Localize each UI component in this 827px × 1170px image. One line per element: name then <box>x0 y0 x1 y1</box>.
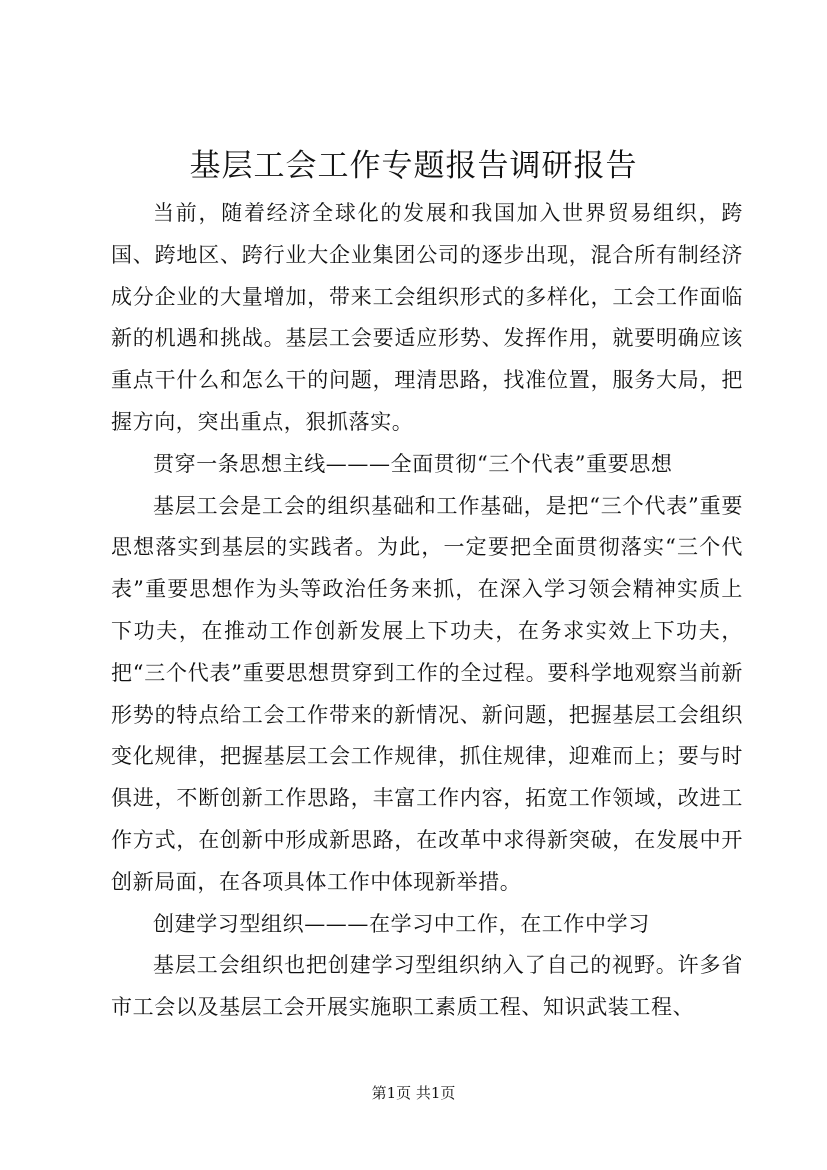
section-heading-ideology: 贯穿一条思想主线———全面贯彻“三个代表”重要思想 <box>153 451 673 476</box>
paragraph-ideology: 基层工会是工会的组织基础和工作基础，是把“三个代表”重要思想落实到基层的实践者。为此，一定要把全面贯彻落实“三个代表”重要思想作为头等政治任务来抓，在深入学习领会精神实质上下功夫，在推动工作创新发展上下功夫，在务求实效上下功夫，把“三个代表”重要思想贯穿到工作的全过程。要科学地观察当前新形势的特点给工会工作带来的新情况、新问题，把握基层工会组织变化规律，把握基层工会工作规律，抓住规律，迎难而上；要与时俱进，不断创新工作思路，丰富工作内容，拓宽工作领域，改进工作方式，在创新中形成新思路，在改革中求得新突破，在发展中开创新局面，在各项具体工作中体现新举措。 <box>111 493 743 894</box>
section-heading-learning: 创建学习型组织———在学习中工作，在工作中学习 <box>153 911 650 936</box>
paragraph-intro: 当前，随着经济全球化的发展和我国加入世界贸易组织，跨国、跨地区、跨行业大企业集团公司的逐步出现，混合所有制经济成分企业的大量增加，带来工会组织形式的多样化，工会工作面临新的机遇和挑战。基层工会要适应形势、发挥作用，就要明确应该重点干什么和怎么干的问题，理清思路，找准位置，服务大局，把握方向，突出重点，狠抓落实。 <box>111 201 743 434</box>
document-title: 基层工会工作专题报告调研报告 <box>189 148 638 184</box>
page-footer: 第1页 共1页 <box>371 1084 456 1102</box>
document-body <box>111 193 743 1029</box>
paragraph-learning: 基层工会组织也把创建学习型组织纳入了自己的视野。许多省市工会以及基层工会开展实施职工素质工程、知识武装工程、 <box>111 953 743 1020</box>
